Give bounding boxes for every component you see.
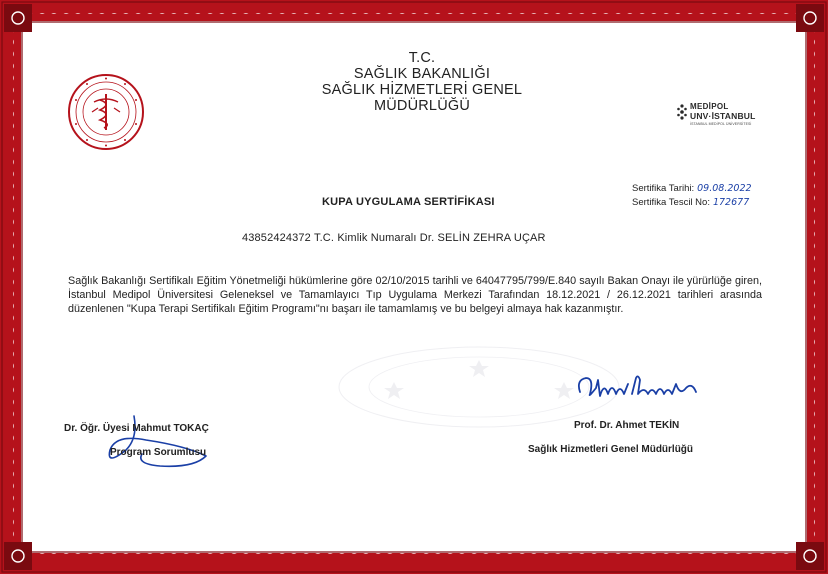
certificate-date-value: 09.08.2022 [697, 183, 752, 194]
header-line-4: MÜDÜRLÜĞÜ [373, 98, 471, 114]
header-line-1: T.C. [408, 50, 436, 66]
right-signatory-title: Sağlık Hizmetleri Genel Müdürlüğü [528, 444, 694, 455]
certificate-content [46, 42, 782, 532]
right-signature-icon [574, 368, 714, 408]
recipient-identity: 43852424372 T.C. Kimlik Numaralı Dr. SELİN ZEHRA UÇAR [242, 232, 546, 244]
certificate-date-label: Sertifika Tarihi: [632, 183, 695, 194]
logo-line-1: MEDİPOL [690, 102, 729, 111]
medipol-logo-icon [676, 100, 786, 140]
header-line-3: SAĞLIK HİZMETLERİ GENEL [321, 82, 523, 98]
right-signatory-name: Prof. Dr. Ahmet TEKİN [574, 420, 680, 431]
certificate-meta [632, 182, 752, 210]
left-signatory-title: Program Sorumlusu [110, 447, 207, 458]
certificate-registry-label: Sertifika Tescil No: [632, 197, 710, 208]
medipol-mark-icon [676, 102, 688, 130]
certificate-body: Sağlık Bakanlığı Sertifikalı Eğitim Yönetmeliği hükümlerine göre 02/10/2015 tarihli ve 64047795/799/E.840 sayılı Bakan Onayı ile yürürlüğe giren, İstanbul Medipol Üniversitesi Geleneksel ve Tamamlayıcı Tıp Uygulama Merkezi Tarafından 18.12.2021 / 26.12.2021 tarihleri arasında düzenlenen "Kupa Terapi Sertifikalı Eğitim Programı"nı başarı ile tamamlamış ve bu belgeyi almaya hak kazanmıştır. [68, 275, 762, 315]
certificate-date-row [632, 182, 752, 196]
certificate-registry-value: 172677 [712, 197, 750, 208]
left-signature-icon [86, 410, 236, 476]
header-line-2: SAĞLIK BAKANLIĞI [353, 66, 491, 82]
logo-line-3: İSTANBUL MEDİPOL ÜNİVERSİTESİ [690, 122, 752, 126]
logo-line-2: UNV·İSTANBUL [690, 111, 756, 121]
ministry-header [292, 50, 552, 114]
certificate-registry-row [632, 196, 752, 210]
left-signatory-name: Dr. Öğr. Üyesi Mahmut TOKAÇ [64, 423, 209, 434]
ministry-of-health-seal-icon [66, 72, 146, 152]
certificate-title: KUPA UYGULAMA SERTİFİKASI [322, 196, 495, 208]
